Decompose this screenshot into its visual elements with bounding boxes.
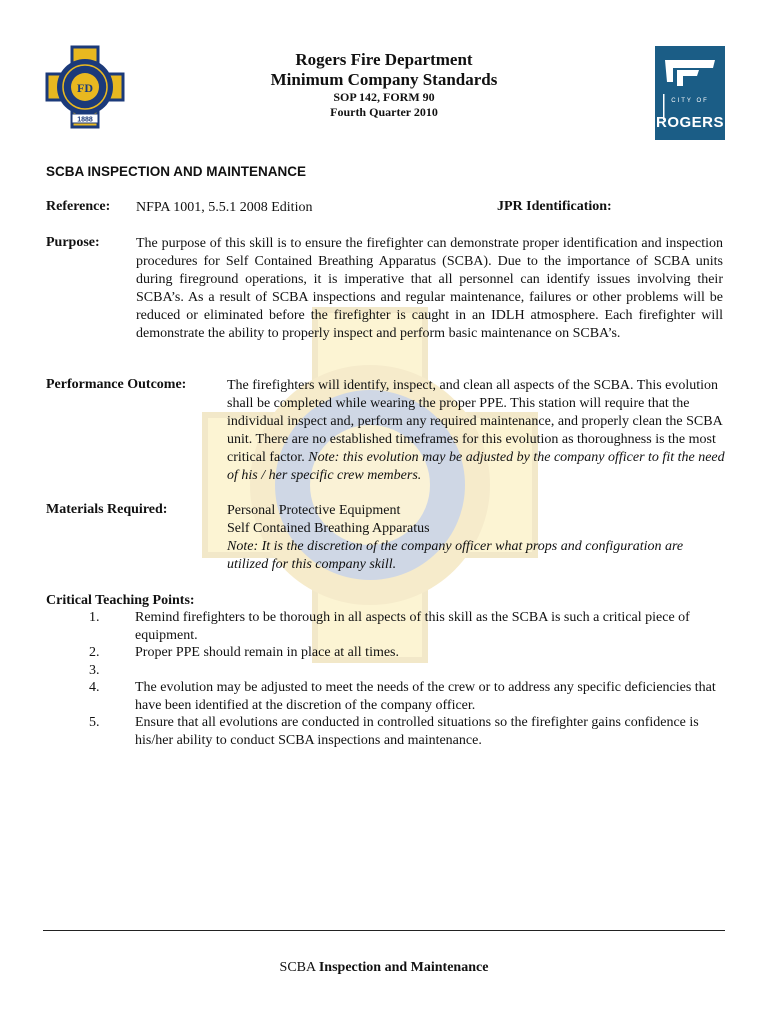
performance-text (227, 377, 725, 485)
svg-text:FD: FD (77, 81, 93, 95)
footer-title: Inspection and Maintenance (318, 960, 489, 975)
list-item (46, 714, 726, 749)
material-item: Self Contained Breathing Apparatus (227, 521, 430, 536)
list-item (46, 679, 726, 714)
fire-department-seal (44, 44, 126, 130)
point-text: Remind firefighters to be thorough in all aspects of this skill as the SCBA is such a critical piece of equipment. (135, 610, 690, 643)
performance-note: Note: this evolution may be adjusted by the company officer to fit the need of his / her specific crew members. (227, 450, 725, 483)
point-number: 3. (89, 662, 100, 678)
point-number: 4. (89, 680, 100, 695)
city-of-label: CITY OF (671, 98, 709, 104)
point-number: 2. (89, 645, 100, 660)
purpose-text: The purpose of this skill is to ensure the firefighter can demonstrate proper identification and inspection procedures for Self Contained Breathing Apparatus (SCBA). Due to the importance of SCBA units during fireground operations, it is imperative that all personnel can identify issues involving their SCBA’s. As a result of SCBA inspections and regular maintenance, failures or other problems will be reduced or eliminated before the firefighter is caught in an IDLH atmosphere. Each firefighter will demonstrate the ability to properly inspect and perform basic maintenance on SCBA’s. (136, 236, 723, 341)
reference-value: NFPA 1001, 5.5.1 2008 Edition (136, 200, 313, 215)
footer-prefix: SCBA (279, 960, 316, 975)
point-text: Proper PPE should remain in place at all times. (135, 645, 400, 660)
org-name: Rogers Fire Department (295, 50, 473, 69)
performance-body: The firefighters will identify, inspect, and clean all aspects of the SCBA. This evolution shall be completed while wearing the proper PPE. This station will require that the individual inspect and, perform any required maintenance, and properly clean the SCBA unit. There are no established timeframes for this evolution as thoroughness is the most critical factor. (227, 378, 722, 465)
list-item (46, 662, 726, 680)
jpr-label: JPR Identification: (497, 199, 612, 214)
document-header (200, 50, 568, 120)
point-text (135, 662, 725, 680)
svg-text:1888: 1888 (77, 116, 93, 124)
critical-label: Critical Teaching Points: (46, 593, 195, 608)
city-of-rogers-logo (655, 46, 725, 140)
critical-points-list (46, 609, 726, 749)
list-item (46, 644, 726, 662)
materials-label: Materials Required: (46, 502, 168, 517)
page-footer (0, 960, 768, 976)
material-item: Personal Protective Equipment (227, 503, 401, 518)
materials-note: Note: It is the discretion of the company officer what props and configuration are utilized for this company skill. (227, 539, 684, 572)
section-title: SCBA INSPECTION AND MAINTENANCE (46, 164, 307, 179)
reference-label: Reference: (46, 199, 111, 214)
materials-block (227, 502, 725, 574)
point-number: 1. (89, 610, 100, 625)
purpose-label: Purpose: (46, 235, 100, 250)
performance-label: Performance Outcome: (46, 377, 187, 392)
rogers-label: ROGERS (655, 114, 724, 131)
quarter: Fourth Quarter 2010 (330, 105, 438, 119)
sop-number: SOP 142, FORM 90 (333, 90, 435, 104)
point-number: 5. (89, 715, 100, 730)
point-text: Ensure that all evolutions are conducted in controlled situations so the firefighter gains confidence is his/her ability to conduct SCBA inspections and maintenance. (135, 715, 699, 748)
doc-subtitle: Minimum Company Standards (270, 70, 498, 89)
footer-divider (43, 930, 725, 931)
point-text: The evolution may be adjusted to meet the needs of the crew or to address any specific deficiencies that have been identified at the discretion of the company officer. (135, 680, 716, 713)
list-item (46, 609, 726, 644)
